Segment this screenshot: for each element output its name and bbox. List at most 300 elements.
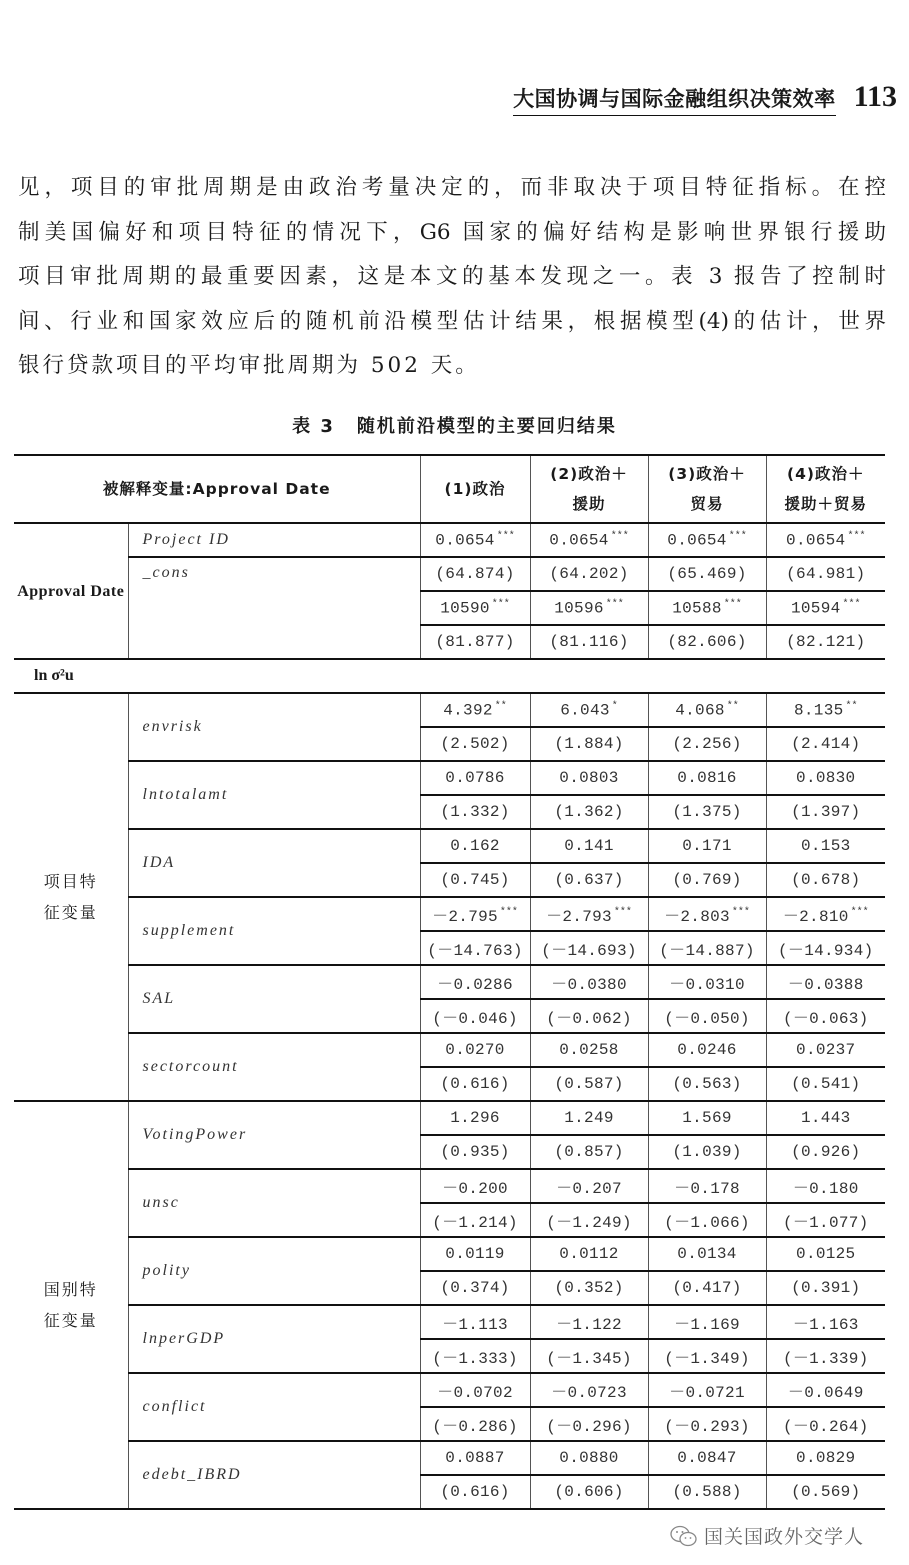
cell-value: (－1.339) xyxy=(782,1349,869,1368)
coefficient-cell xyxy=(766,829,885,863)
t-stat-cell xyxy=(766,999,885,1033)
t-stat-cell xyxy=(766,1271,885,1305)
cell-value: (1.397) xyxy=(791,803,861,821)
coefficient-cell xyxy=(420,1237,530,1271)
cell-value: (－0.286) xyxy=(432,1417,518,1436)
significance-stars: *** xyxy=(499,907,518,919)
cell-value: (0.352) xyxy=(554,1279,624,1297)
cell-value: (1.884) xyxy=(554,735,624,753)
coefficient-cell xyxy=(648,1373,766,1407)
t-stat-cell xyxy=(766,557,885,591)
t-stat-cell xyxy=(530,625,648,659)
group-label xyxy=(14,1101,128,1509)
t-stat-cell xyxy=(648,625,766,659)
column-header-line: 贸易 xyxy=(690,495,724,513)
t-stat-cell xyxy=(648,863,766,897)
significance-stars: *** xyxy=(605,598,624,610)
coefficient-cell xyxy=(420,1169,530,1203)
dependent-variable-header: 被解释变量:Approval Date xyxy=(14,455,420,523)
cell-value: 0.141 xyxy=(564,837,614,855)
cell-value: 0.162 xyxy=(450,837,500,855)
t-stat-cell xyxy=(648,557,766,591)
group-label-line: 项目特 xyxy=(43,872,98,891)
paragraph-line: 见，项目的审批周期是由政治考量决定的，而非取决于项目特征指标。在控 xyxy=(18,175,886,200)
significance-stars: *** xyxy=(610,530,629,542)
coefficient-cell xyxy=(530,1237,648,1271)
coefficient-cell xyxy=(420,1101,530,1135)
coefficient-cell xyxy=(420,1033,530,1067)
coefficient-cell xyxy=(766,591,885,625)
table-title: 随机前沿模型的主要回归结果 xyxy=(356,416,617,437)
coefficient-cell xyxy=(648,1305,766,1339)
coefficient-cell xyxy=(420,829,530,863)
group-label-line: 国别特 xyxy=(43,1280,98,1299)
cell-value: (－0.264) xyxy=(782,1417,869,1436)
cell-value: －1.113 xyxy=(442,1315,508,1334)
coefficient-cell xyxy=(648,761,766,795)
variable-name: IDA xyxy=(128,829,420,897)
t-stat-cell xyxy=(766,1203,885,1237)
cell-value: (－1.349) xyxy=(664,1349,750,1368)
cell-value: (2.502) xyxy=(440,735,510,753)
t-stat-cell xyxy=(420,1339,530,1373)
coefficient-cell xyxy=(530,1033,648,1067)
cell-value: －0.178 xyxy=(674,1179,740,1198)
coefficient-cell xyxy=(530,965,648,999)
t-stat-cell xyxy=(420,557,530,591)
cell-value: (0.926) xyxy=(791,1143,861,1161)
watermark-text: 国关国政外交学人 xyxy=(704,1526,865,1548)
t-stat-cell xyxy=(648,727,766,761)
column-header-line: 援助 xyxy=(572,495,606,513)
coefficient-cell xyxy=(766,523,885,557)
cell-value: (－0.293) xyxy=(664,1417,750,1436)
t-stat-cell xyxy=(420,1271,530,1305)
coefficient-cell xyxy=(766,1373,885,1407)
table-header-row xyxy=(14,455,885,523)
variable-name: sectorcount xyxy=(128,1033,420,1101)
coefficient-cell xyxy=(648,1237,766,1271)
page-number: 113 xyxy=(853,80,897,113)
table-row xyxy=(14,829,885,863)
column-header-line: (4)政治＋ xyxy=(787,465,865,483)
cell-value: －1.122 xyxy=(556,1315,622,1334)
cell-value: 4.068 xyxy=(675,701,725,720)
cell-value: 10590 xyxy=(440,599,490,618)
variable-name: _cons xyxy=(128,557,420,659)
cell-value: －0.0723 xyxy=(551,1383,627,1402)
coefficient-cell xyxy=(766,1305,885,1339)
body-paragraph xyxy=(18,166,886,389)
coefficient-cell xyxy=(648,829,766,863)
cell-value: 0.0246 xyxy=(677,1041,737,1059)
t-stat-cell xyxy=(530,1135,648,1169)
cell-value: (1.362) xyxy=(554,803,624,821)
cell-value: (－0.296) xyxy=(546,1417,632,1436)
cell-value: －0.0380 xyxy=(551,975,627,994)
t-stat-cell xyxy=(420,1135,530,1169)
t-stat-cell xyxy=(530,1407,648,1441)
cell-value: －0.207 xyxy=(556,1179,622,1198)
cell-value: 0.0830 xyxy=(796,769,856,787)
coefficient-cell xyxy=(420,1441,530,1475)
significance-stars: *** xyxy=(728,530,747,542)
t-stat-cell xyxy=(766,1475,885,1509)
cell-value: (0.391) xyxy=(791,1279,861,1297)
cell-value: 4.392 xyxy=(443,701,493,720)
coefficient-cell xyxy=(420,523,530,557)
cell-value: 0.0816 xyxy=(677,769,737,787)
coefficient-cell xyxy=(766,761,885,795)
coefficient-cell xyxy=(648,1169,766,1203)
cell-value: (0.616) xyxy=(440,1483,510,1501)
cell-value: (0.857) xyxy=(554,1143,624,1161)
coefficient-cell xyxy=(648,693,766,727)
cell-value: (0.588) xyxy=(672,1483,742,1501)
variable-name: polity xyxy=(128,1237,420,1305)
cell-value: (－0.062) xyxy=(546,1009,632,1028)
group-label xyxy=(14,693,128,1101)
coefficient-cell xyxy=(530,1373,648,1407)
significance-stars: *** xyxy=(491,598,510,610)
wechat-icon xyxy=(670,1525,698,1547)
cell-value: (0.616) xyxy=(440,1075,510,1093)
cell-value: 0.0880 xyxy=(559,1449,619,1467)
cell-value: －2.795 xyxy=(432,907,498,926)
table-row xyxy=(14,1237,885,1271)
cell-value: 0.153 xyxy=(801,837,851,855)
significance-stars: ** xyxy=(845,700,858,712)
cell-value: (0.563) xyxy=(672,1075,742,1093)
paragraph-line: 项目审批周期的最重要因素，这是本文的基本发现之一。表 3 报告了控制时 xyxy=(18,264,886,289)
table-row xyxy=(14,1305,885,1339)
significance-stars: *** xyxy=(850,907,869,919)
table-row xyxy=(14,761,885,795)
cell-value: 1.569 xyxy=(682,1109,732,1127)
table-body xyxy=(14,523,885,1509)
running-head-title: 大国协调与国际金融组织决策效率 xyxy=(513,83,836,116)
cell-value: (0.678) xyxy=(791,871,861,889)
variable-name: conflict xyxy=(128,1373,420,1441)
t-stat-cell xyxy=(766,795,885,829)
coefficient-cell xyxy=(766,1441,885,1475)
t-stat-cell xyxy=(766,863,885,897)
t-stat-cell xyxy=(420,1203,530,1237)
t-stat-cell xyxy=(648,1135,766,1169)
group-label-line: 征变量 xyxy=(43,903,98,922)
significance-stars: *** xyxy=(847,530,866,542)
coefficient-cell xyxy=(530,761,648,795)
cell-value: 0.0654 xyxy=(435,531,495,550)
t-stat-cell xyxy=(420,625,530,659)
cell-value: (0.541) xyxy=(791,1075,861,1093)
coefficient-cell xyxy=(530,1305,648,1339)
significance-stars: * xyxy=(611,700,618,712)
coefficient-cell xyxy=(530,1169,648,1203)
cell-value: －0.0310 xyxy=(669,975,745,994)
t-stat-cell xyxy=(530,1339,648,1373)
paragraph-line: 间、行业和国家效应后的随机前沿模型估计结果，根据模型(4)的估计，世界 xyxy=(18,308,886,334)
cell-value: (81.116) xyxy=(549,633,629,651)
cell-value: －0.0649 xyxy=(787,1383,864,1402)
t-stat-cell xyxy=(648,1339,766,1373)
coefficient-cell xyxy=(766,897,885,931)
coefficient-cell xyxy=(648,523,766,557)
table-row xyxy=(14,1373,885,1407)
coefficient-cell xyxy=(530,1101,648,1135)
coefficient-cell xyxy=(648,1033,766,1067)
t-stat-cell xyxy=(530,1203,648,1237)
cell-value: (－1.345) xyxy=(546,1349,632,1368)
variable-name: edebt_IBRD xyxy=(128,1441,420,1509)
coefficient-cell xyxy=(530,523,648,557)
cell-value: (2.414) xyxy=(791,735,861,753)
coefficient-cell xyxy=(530,591,648,625)
table-row xyxy=(14,523,885,557)
table-row xyxy=(14,1033,885,1067)
coefficient-cell xyxy=(648,1101,766,1135)
cell-value: (－1.333) xyxy=(432,1349,518,1368)
t-stat-cell xyxy=(648,795,766,829)
cell-value: (1.039) xyxy=(672,1143,742,1161)
cell-value: (－0.046) xyxy=(432,1009,518,1028)
cell-value: －0.0286 xyxy=(437,975,513,994)
cell-value: (0.587) xyxy=(554,1075,624,1093)
cell-value: 0.0134 xyxy=(677,1245,737,1263)
cell-value: (0.745) xyxy=(440,871,510,889)
coefficient-cell xyxy=(766,965,885,999)
cell-value: 0.0112 xyxy=(559,1245,619,1263)
column-header-line: (3)政治＋ xyxy=(668,465,746,483)
cell-value: －1.169 xyxy=(674,1315,740,1334)
group-label-line: 征变量 xyxy=(43,1311,98,1330)
t-stat-cell xyxy=(530,727,648,761)
t-stat-cell xyxy=(766,727,885,761)
coefficient-cell xyxy=(420,1373,530,1407)
t-stat-cell xyxy=(648,1407,766,1441)
cell-value: －1.163 xyxy=(792,1315,859,1334)
cell-value: (－1.066) xyxy=(664,1213,750,1232)
column-header-3 xyxy=(648,455,766,523)
variable-name: lnperGDP xyxy=(128,1305,420,1373)
variable-name: VotingPower xyxy=(128,1101,420,1169)
cell-value: (0.637) xyxy=(554,871,624,889)
column-header-line: 援助＋贸易 xyxy=(784,495,868,513)
cell-value: (64.202) xyxy=(549,565,629,583)
column-header-2 xyxy=(530,455,648,523)
t-stat-cell xyxy=(530,795,648,829)
cell-value: －0.0702 xyxy=(437,1383,513,1402)
coefficient-cell xyxy=(530,1441,648,1475)
t-stat-cell xyxy=(420,727,530,761)
coefficient-cell xyxy=(420,693,530,727)
column-header-line: (1)政治 xyxy=(444,480,506,498)
cell-value: 0.0654 xyxy=(667,531,727,550)
t-stat-cell xyxy=(530,1475,648,1509)
significance-stars: *** xyxy=(842,598,861,610)
t-stat-cell xyxy=(766,931,885,965)
cell-value: 6.043 xyxy=(560,701,610,720)
running-head xyxy=(513,80,897,116)
cell-value: 0.0119 xyxy=(445,1245,505,1263)
cell-value: (1.332) xyxy=(440,803,510,821)
significance-stars: *** xyxy=(496,530,515,542)
cell-value: －0.0721 xyxy=(669,1383,745,1402)
paragraph-line: 制美国偏好和项目特征的情况下，G6 国家的偏好结构是影响世界银行援助 xyxy=(18,219,886,245)
cell-value: 1.443 xyxy=(801,1109,851,1127)
coefficient-cell xyxy=(766,1169,885,1203)
cell-value: (1.375) xyxy=(672,803,742,821)
cell-value: －0.200 xyxy=(442,1179,508,1198)
t-stat-cell xyxy=(766,625,885,659)
t-stat-cell xyxy=(420,931,530,965)
cell-value: 0.0887 xyxy=(445,1449,505,1467)
cell-value: －2.810 xyxy=(782,907,849,926)
cell-value: (－14.934) xyxy=(778,941,874,960)
cell-value: (0.569) xyxy=(791,1483,861,1501)
cell-value: －2.793 xyxy=(546,907,612,926)
cell-value: (－0.050) xyxy=(664,1009,750,1028)
cell-value: 0.0258 xyxy=(559,1041,619,1059)
t-stat-cell xyxy=(766,1339,885,1373)
variable-name: Project ID xyxy=(128,523,420,557)
coefficient-cell xyxy=(530,693,648,727)
variable-name: unsc xyxy=(128,1169,420,1237)
cell-value: (0.935) xyxy=(440,1143,510,1161)
cell-value: (64.981) xyxy=(786,565,866,583)
cell-value: 1.249 xyxy=(564,1109,614,1127)
cell-value: －0.0388 xyxy=(787,975,864,994)
variable-name: SAL xyxy=(128,965,420,1033)
cell-value: 0.171 xyxy=(682,837,732,855)
t-stat-cell xyxy=(530,863,648,897)
coefficient-cell xyxy=(648,591,766,625)
t-stat-cell xyxy=(648,1203,766,1237)
cell-value: (－14.763) xyxy=(427,941,523,960)
coefficient-cell xyxy=(420,761,530,795)
table-row xyxy=(14,693,885,727)
t-stat-cell xyxy=(766,1135,885,1169)
cell-value: (0.769) xyxy=(672,871,742,889)
cell-value: (0.374) xyxy=(440,1279,510,1297)
variable-name: envrisk xyxy=(128,693,420,761)
cell-value: (－1.249) xyxy=(546,1213,632,1232)
t-stat-cell xyxy=(766,1067,885,1101)
t-stat-cell xyxy=(420,1067,530,1101)
group-label-approval-date: Approval Date xyxy=(14,523,128,659)
table-row xyxy=(14,1441,885,1475)
cell-value: (64.874) xyxy=(435,565,515,583)
table-row xyxy=(14,1101,885,1135)
cell-value: 10588 xyxy=(672,599,722,618)
cell-value: 0.0237 xyxy=(796,1041,856,1059)
coefficient-cell xyxy=(420,591,530,625)
coefficient-cell xyxy=(420,1305,530,1339)
t-stat-cell xyxy=(530,1067,648,1101)
coefficient-cell xyxy=(766,1101,885,1135)
t-stat-cell xyxy=(420,863,530,897)
cell-value: 8.135 xyxy=(794,701,844,720)
t-stat-cell xyxy=(530,999,648,1033)
coefficient-cell xyxy=(648,965,766,999)
t-stat-cell xyxy=(530,931,648,965)
cell-value: (65.469) xyxy=(667,565,747,583)
t-stat-cell xyxy=(420,1475,530,1509)
t-stat-cell xyxy=(530,1271,648,1305)
cell-value: (－1.214) xyxy=(432,1213,518,1232)
t-stat-cell xyxy=(420,1407,530,1441)
ln-sigma-label: ln σ²u xyxy=(14,659,885,693)
coefficient-cell xyxy=(648,897,766,931)
t-stat-cell xyxy=(648,999,766,1033)
table-row xyxy=(14,557,885,591)
cell-value: (82.606) xyxy=(667,633,747,651)
cell-value: －2.803 xyxy=(664,907,730,926)
table-caption xyxy=(0,412,909,438)
table-row xyxy=(14,659,885,693)
cell-value: 0.0654 xyxy=(549,531,609,550)
column-header-1 xyxy=(420,455,530,523)
table-row xyxy=(14,1169,885,1203)
variable-name: lntotalamt xyxy=(128,761,420,829)
coefficient-cell xyxy=(648,1441,766,1475)
significance-stars: ** xyxy=(726,700,739,712)
cell-value: 1.296 xyxy=(450,1109,500,1127)
column-header-line: (2)政治＋ xyxy=(550,465,628,483)
cell-value: －0.180 xyxy=(792,1179,859,1198)
paragraph-line: 银行贷款项目的平均审批周期为 502 天。 xyxy=(18,353,480,378)
cell-value: (2.256) xyxy=(672,735,742,753)
cell-value: (0.606) xyxy=(554,1483,624,1501)
coefficient-cell xyxy=(420,965,530,999)
t-stat-cell xyxy=(648,1475,766,1509)
t-stat-cell xyxy=(648,1271,766,1305)
cell-value: 0.0125 xyxy=(796,1245,856,1263)
coefficient-cell xyxy=(766,693,885,727)
significance-stars: *** xyxy=(731,907,750,919)
cell-value: (81.877) xyxy=(435,633,515,651)
cell-value: 0.0847 xyxy=(677,1449,737,1467)
table-row xyxy=(14,965,885,999)
watermark xyxy=(670,1522,864,1549)
table-row xyxy=(14,897,885,931)
cell-value: (－0.063) xyxy=(782,1009,869,1028)
coefficient-cell xyxy=(766,1237,885,1271)
cell-value: 0.0829 xyxy=(796,1449,856,1467)
significance-stars: ** xyxy=(494,700,507,712)
coefficient-cell xyxy=(530,897,648,931)
t-stat-cell xyxy=(420,999,530,1033)
table-number: 表 3 xyxy=(292,416,335,437)
significance-stars: *** xyxy=(613,907,632,919)
cell-value: (－14.693) xyxy=(541,941,637,960)
cell-value: (－14.887) xyxy=(659,941,755,960)
cell-value: 10596 xyxy=(554,599,604,618)
cell-value: (0.417) xyxy=(672,1279,742,1297)
t-stat-cell xyxy=(648,1067,766,1101)
cell-value: 10594 xyxy=(791,599,841,618)
regression-table xyxy=(14,454,885,1510)
coefficient-cell xyxy=(766,1033,885,1067)
cell-value: 0.0654 xyxy=(786,531,846,550)
cell-value: 0.0270 xyxy=(445,1041,505,1059)
coefficient-cell xyxy=(530,829,648,863)
coefficient-cell xyxy=(420,897,530,931)
variable-name: supplement xyxy=(128,897,420,965)
cell-value: (－1.077) xyxy=(782,1213,869,1232)
cell-value: 0.0786 xyxy=(445,769,505,787)
column-header-4 xyxy=(766,455,885,523)
